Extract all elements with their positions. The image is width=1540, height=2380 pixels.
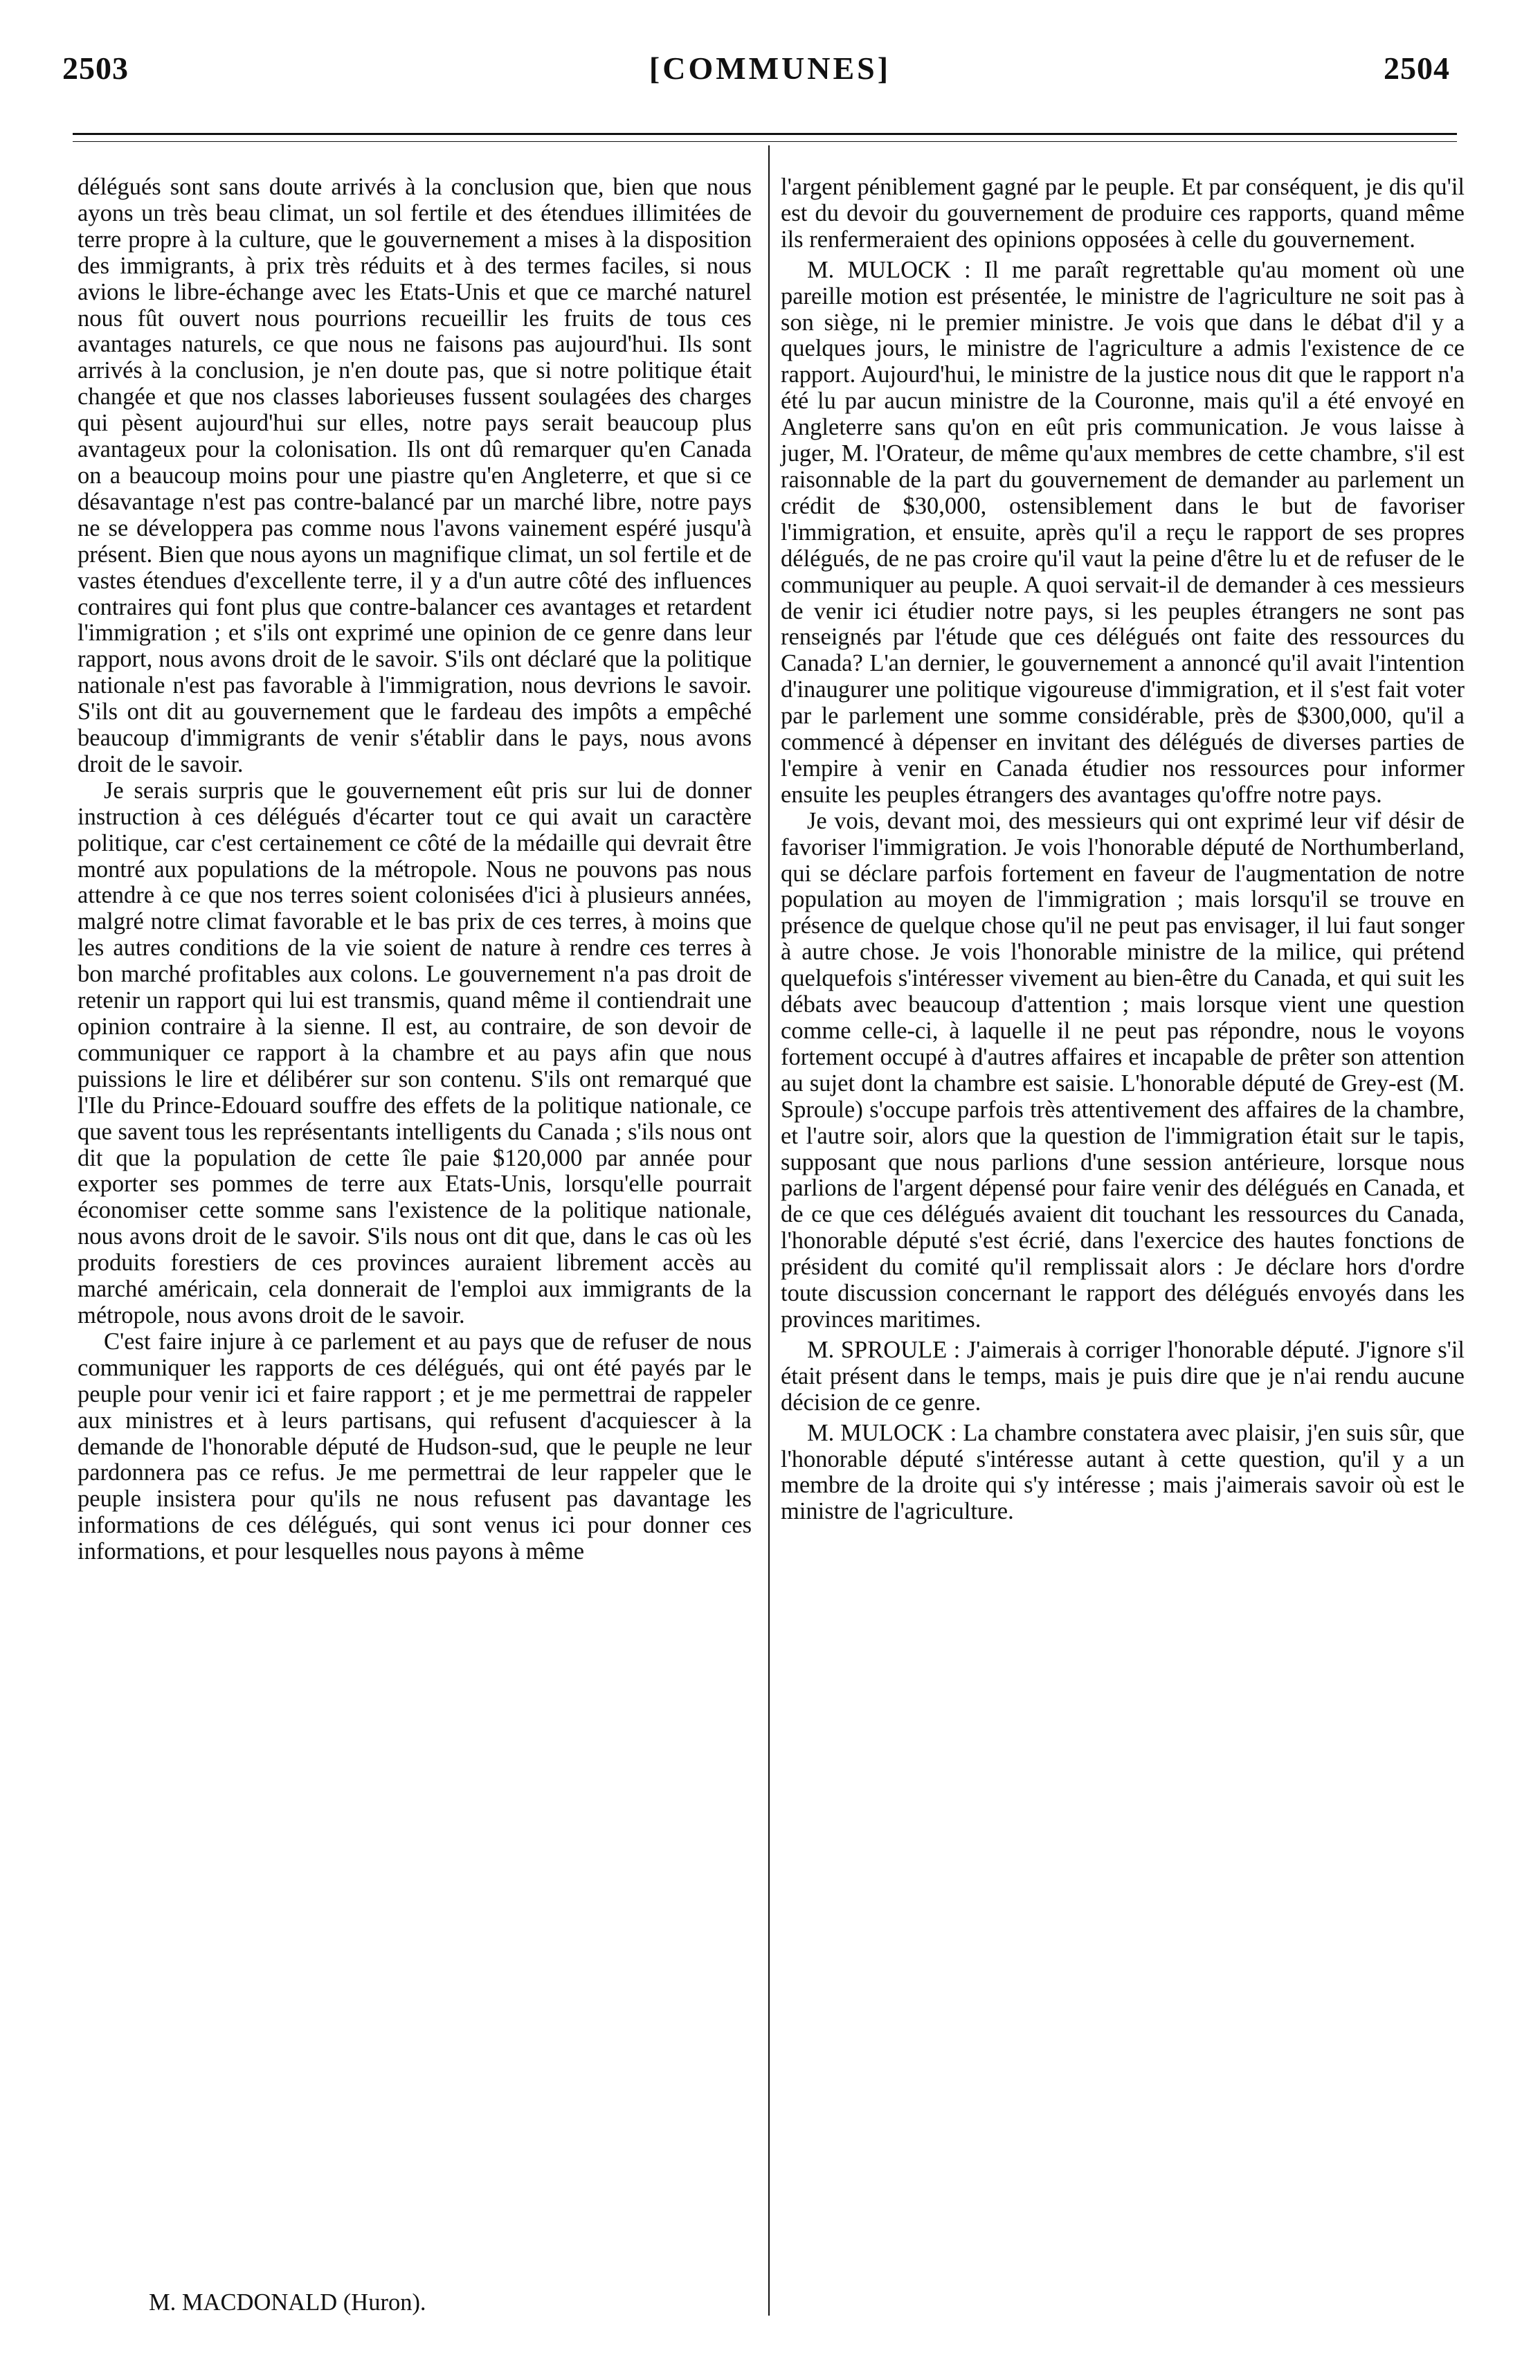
speech-text: Il me paraît regrettable qu'au moment où une pareille motion est présentée, le ministre de l'agriculture ne soit pas à son siège, ni le premier ministre. Je vois que dans le débat d'il y a quelques jours, le ministre de l'agriculture a admis l'existence de ce rapport. Aujourd'hui, le ministre de la justice nous dit que le rapport n'a été lu par aucun ministre de la Couronne, mais qu'il a été envoyé en Angleterre sans qu'on en eût pris communication. Je vous laisse à juger, M. l'Orateur, de même qu'aux membres de cette chambre, s'il est raisonnable de la part du gouvernement de demander au parlement un crédit de $30,000, ostensiblement dans le but de favoriser l'immigration, et ensuite, après qu'il a reçu le rapport de ses propres délégués, de ne pas croire qu'il vaut la peine d'être lu et de refuser de le communiquer au peuple. A quoi servait-il de demander à ces messieurs de venir ici étudier notre pays, si les peuples étrangers ne sont pas renseignés par l'étude que ces délégués ont faite des ressources du Canada? L'an dernier, le gouvernement a annoncé qu'il avait l'intention d'inaugurer une politique vigoureuse d'immigration, et il s'est fait voter par le parlement une somme considérable, près de $300,000, qu'il a commencé à dépenser en invitant des délégués de diverses parties de l'empire à venir en Canada étudier nos ressources pour informer ensuite les peuples étrangers des avantages qu'offre notre pays. — [781, 256, 1465, 808]
speaker-signature: M. MACDONALD (Huron). — [149, 2289, 426, 2316]
speaker-name: M. SPROULE : — [807, 1336, 961, 1363]
page-title: [COMMUNES] — [649, 51, 891, 86]
page-number-left: 2503 — [62, 51, 129, 86]
page-number-right: 2504 — [1384, 51, 1450, 86]
speech-text: J'aimerais à corriger l'honorable député. J'ignore s'il était présent dans le temps, mais je puis dire que je n'ai rendu aucune décision de ce genre. — [781, 1336, 1465, 1416]
left-column — [78, 174, 752, 1565]
right-column — [781, 174, 1465, 1525]
speech-paragraph — [781, 1421, 1465, 1526]
speaker-name: M. MULOCK : — [807, 256, 971, 283]
column-divider — [768, 145, 770, 2316]
speech-paragraph — [781, 1337, 1465, 1416]
paragraph: Je vois, devant moi, des messieurs qui ont exprimé leur vif désir de favoriser l'immigration. Je vois l'honorable député de Northumberland, qui se déclare parfois fortement en faveur de l'augmentation de notre population au moyen de l'immigration ; mais lorsqu'il se trouve en présence de quelque chose qu'il ne peut pas envisager, il lui faut songer à autre chose. Je vois l'honorable ministre de la milice, qui prétend quelquefois s'intéresser vivement au bien-être du Canada, et qui suit les débats avec beaucoup d'attention ; mais lorsque vient une question comme celle-ci, à laquelle il ne peut pas répondre, nous le voyons fortement occupé à d'autres affaires et incapable de prêter son attention au sujet dont la chambre est saisie. L'honorable député de Grey-est (M. Sproule) s'occupe parfois très attentivement des affaires de la chambre, et l'autre soir, alors que la question de l'immigration était sur le tapis, supposant que nous parlions d'une session antérieure, lorsque nous parlions de l'argent dépensé pour faire venir des délégués en Canada, et de ce que ces délégués avaient dit touchant les ressources du Canada, l'honorable député s'est écrié, dans l'exercice des hautes fonctions de président du comité qu'il remplissait alors : Je déclare hors d'ordre toute discussion concernant le rapport des délégués envoyés dans les provinces maritimes. — [781, 807, 1465, 1333]
paragraph: C'est faire injure à ce parlement et au pays que de refuser de nous communiquer les rapports de ces délégués, qui ont été payés par le peuple pour venir ici et faire rapport ; et je me permettrai de rappeler aux ministres et à leurs partisans, qui refusent d'acquiescer à la demande de l'honorable député de Hudson-sud, que le peuple ne leur pardonnera pas ce refus. Je me permettrai de leur rappeler que le peuple insistera pour qu'ils ne nous refusent pas davantage les informations de ces délégués, qui sont venus ici pour donner ces informations, et pour lesquelles nous payons à même — [78, 1328, 752, 1565]
header-rule-thin — [73, 141, 1457, 142]
header-rule-thick — [73, 133, 1457, 135]
speech-paragraph — [781, 258, 1465, 809]
paragraph: Je serais surpris que le gouvernement eût pris sur lui de donner instruction à ces délégués d'écarter tout ce qui avait un caractère politique, car c'est certainement ce côté de la médaille qui devrait être montré aux populations de la métropole. Nous ne pouvons pas nous attendre à ce que nos terres soient colonisées d'ici à plusieurs années, malgré notre climat favorable et le bas prix de ces terres, à moins que les autres conditions de la vie soient de nature à rendre ces terres à bon marché profitables aux colons. Le gouvernement n'a pas droit de retenir un rapport qui lui est transmis, quand même il contiendrait une opinion contraire à la sienne. Il est, au contraire, de son devoir de communiquer ce rapport à la chambre et au pays afin que nous puissions le lire et délibérer sur son contenu. S'ils ont remarqué que l'Ile du Prince-Edouard souffre des effets de la politique nationale, ce que savent tous les représentants intelligents du Canada ; s'ils nous ont dit que la population de cette île paie $120,000 par année pour exporter ses pommes de terre aux Etats-Unis, lorsqu'elle pourrait économiser cette somme sans l'existence de la politique nationale, nous avons droit de le savoir. S'ils nous ont dit que, dans le cas où les produits forestiers de ces provinces auraient librement accès au marché américain, cela donnerait de l'emploi aux immigrants de la métropole, nous avons droit de le savoir. — [78, 777, 752, 1328]
paragraph: l'argent péniblement gagné par le peuple. Et par conséquent, je dis qu'il est du devoir du gouvernement de produire ces rapports, quand même ils renfermeraient des opinions opposées à celle du gouvernement. — [781, 174, 1465, 253]
speaker-name: M. MULOCK : — [807, 1419, 957, 1446]
speech-text: La chambre constatera avec plaisir, j'en suis sûr, que l'honorable député s'intéresse autant à cette question, qu'il y a un membre de la droite qui s'y intéresse ; mais j'aimerais savoir où est le ministre de l'agriculture. — [781, 1419, 1465, 1525]
paragraph: délégués sont sans doute arrivés à la conclusion que, bien que nous ayons un très beau climat, un sol fertile et des étendues illimitées de terre propre à la culture, que le gouvernement a mises à la disposition des immigrants, à prix très réduits et à des termes faciles, si nous avions le libre-échange avec les Etats-Unis et que ce marché naturel nous fût ouvert nous pourrions recueillir les fruits de tous ces avantages naturels, ce que nous ne faisons pas aujourd'hui. Ils sont arrivés à la conclusion, je n'en doute pas, que si notre politique était changée et que nos classes laborieuses fussent soulagées des charges qui pèsent aujourd'hui sur elles, notre pays serait beaucoup plus avantageux pour la colonisation. Ils ont dû remarquer qu'en Canada on a beaucoup moins pour une piastre qu'en Angleterre, et que si ce désavantage n'est pas contre-balancé par un marché libre, notre pays ne se développera pas comme nous l'avons vainement espéré jusqu'à présent. Bien que nous ayons un magnifique climat, un sol fertile et de vastes étendues d'excellente terre, il y a d'un autre côté des influences contraires qui font plus que contre-balancer ces avantages et retardent l'immigration ; et s'ils ont exprimé une opinion de ce genre dans leur rapport, nous avons droit de le savoir. S'ils ont déclaré que la politique nationale n'est pas favorable à l'immigration, nous devrions le savoir. S'ils ont dit au gouvernement que le fardeau des impôts a empêché beaucoup d'immigrants de venir s'établir dans le pays, nous avons droit de le savoir. — [78, 174, 752, 777]
